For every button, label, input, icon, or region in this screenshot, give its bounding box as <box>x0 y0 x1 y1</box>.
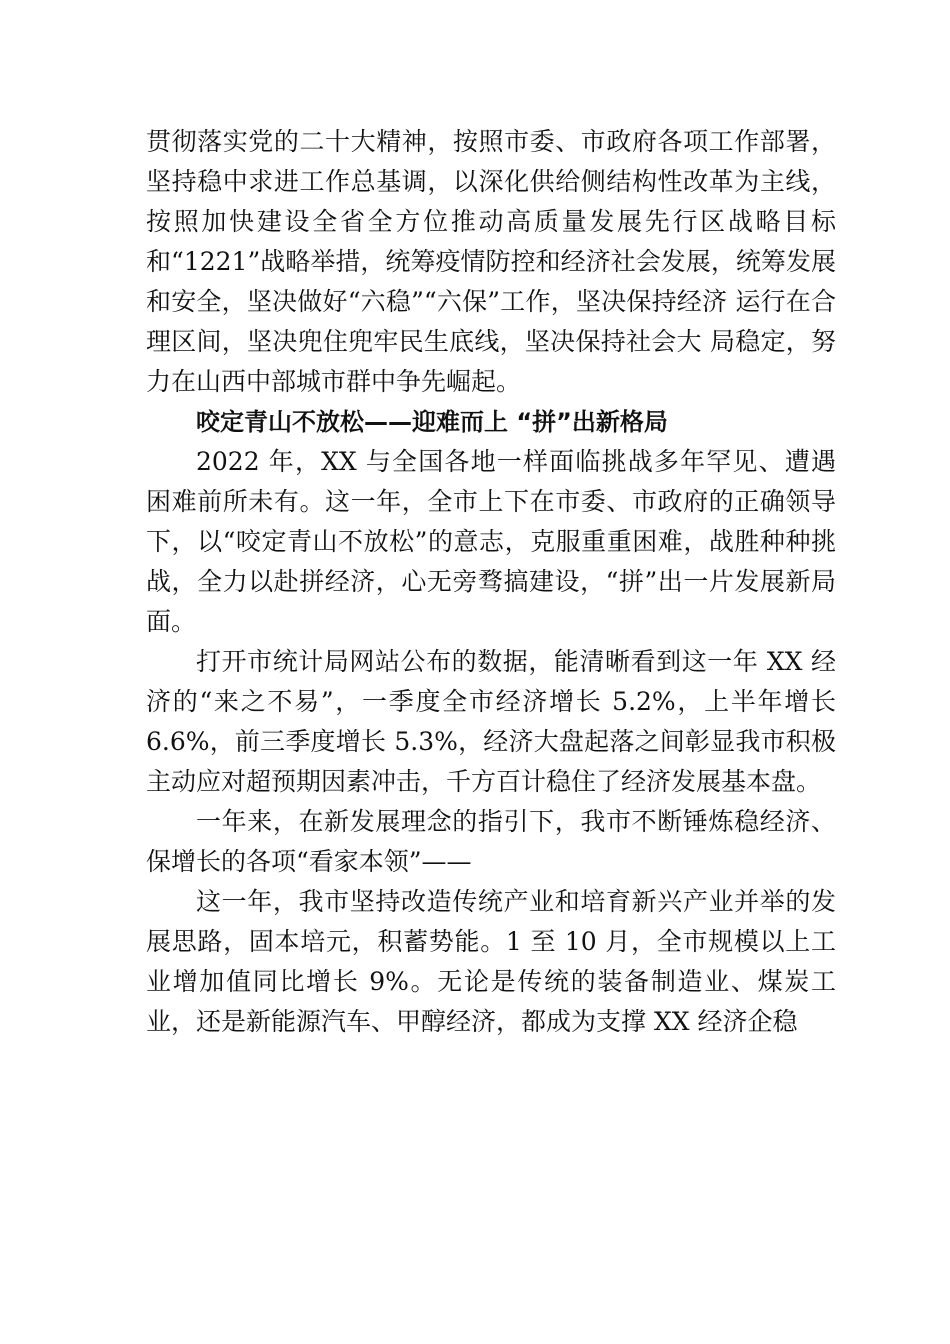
paragraph-skills: 一年来，在新发展理念的指引下，我市不断锤炼稳经济、保增长的各项“看家本领”—— <box>146 807 836 876</box>
document-body <box>146 122 836 1042</box>
section-heading: 咬定青山不放松——迎难而上 “拼”出新格局 <box>196 408 668 436</box>
paragraph-2022-challenges: 2022 年，XX 与全国各地一样面临挑战多年罕见、遭遇困难前所未有。这一年，全市上下在市委、市政府的正确领导下，以“咬定青山不放松”的意志，克服重重困难，战胜种种挑战，全力以赴拼经济，心无旁骛搞建设，“拼”出一片发展新局面。 <box>146 447 836 636</box>
paragraph-industry: 这一年，我市坚持改造传统产业和培育新兴产业并举的发展思路，固本培元，积蓄势能。1 至 10 月，全市规模以上工业增加值同比增长 9%。无论是传统的装备制造业、煤炭工业，还是新能源汽车、甲醇经济，都成为支撑 XX 经济企稳 <box>146 887 836 1036</box>
paragraph-opening: 贯彻落实党的二十大精神，按照市委、市政府各项工作部署，坚持稳中求进工作总基调，以深化供给侧结构性改革为主线，按照加快建设全省全方位推动高质量发展先行区战略目标和“1221”战略举措，统筹疫情防控和经济社会发展，统筹发展和安全，坚决做好“六稳”“六保”工作，坚决保持经济 运行在合理区间，坚决兜住兜牢民生底线，坚决保持社会大 局稳定，努力在山西中部城市群中争先崛起。 <box>146 127 836 396</box>
paragraph-statistics: 打开市统计局网站公布的数据，能清晰看到这一年 XX 经济的“来之不易”，一季度全市经济增长 5.2%，上半年增长 6.6%，前三季度增长 5.3%，经济大盘起落之间彰显我市积极主动应对超预期因素冲击，千方百计稳住了经济发展基本盘。 <box>146 647 836 796</box>
